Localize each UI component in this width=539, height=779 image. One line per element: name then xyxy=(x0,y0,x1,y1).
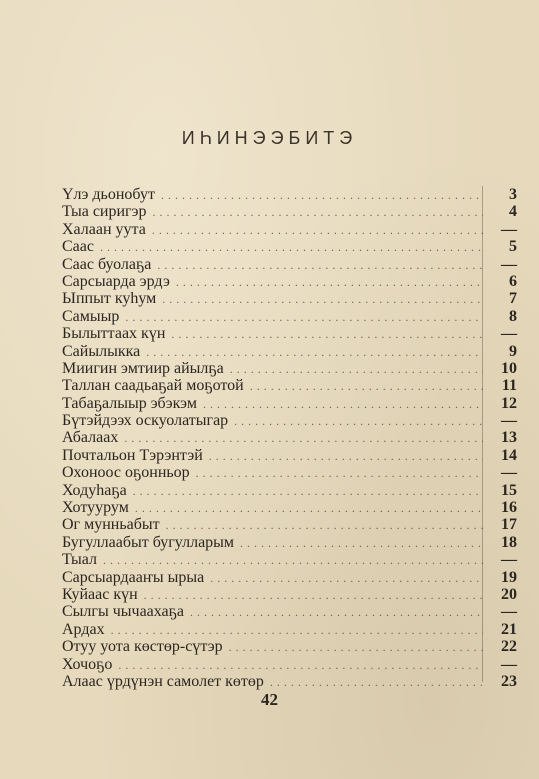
toc-entry-page: — xyxy=(501,412,517,430)
toc-entry-page: 5 xyxy=(509,238,517,256)
toc-entry-title: Хотуурум xyxy=(62,499,129,517)
dot-leader xyxy=(157,257,483,274)
toc-entry-title: Былыттаах күн xyxy=(62,325,166,343)
toc-entry xyxy=(62,290,517,307)
toc-entry xyxy=(62,551,517,568)
toc-entry-page: 8 xyxy=(509,307,517,325)
toc-entry-title: Алаас үрдүнэн самолет көтөр xyxy=(62,672,264,690)
toc-entry-page: 14 xyxy=(501,446,517,464)
dot-leader xyxy=(196,465,483,482)
toc-entry-page: 7 xyxy=(509,290,517,308)
toc-entry xyxy=(62,464,517,481)
toc-entry-page: 4 xyxy=(509,203,517,221)
toc-entry-title: Куйаас күн xyxy=(62,585,138,603)
toc-entry-page: 17 xyxy=(501,516,517,534)
toc-entry-title: Сарсыарда эрдэ xyxy=(62,272,170,290)
dot-leader xyxy=(209,448,483,465)
toc-entry-page: 3 xyxy=(509,186,517,203)
toc-entry xyxy=(62,621,517,638)
toc-entry xyxy=(62,221,517,238)
toc-entry xyxy=(62,638,517,655)
toc-entry-title: Халаан уута xyxy=(62,220,146,238)
toc-entry xyxy=(62,308,517,325)
dot-leader xyxy=(103,552,483,569)
toc-entry-title: Сайылыкка xyxy=(62,342,141,360)
toc-entry-title: Тыал xyxy=(62,551,97,569)
toc-entry-page: 9 xyxy=(509,342,517,360)
dot-leader xyxy=(111,622,483,639)
toc-entry xyxy=(62,673,517,690)
toc-entry-page: 11 xyxy=(501,377,517,395)
toc-entry xyxy=(62,656,517,673)
toc-entry-title: Ог мунньабыт xyxy=(62,516,160,534)
toc-entry xyxy=(62,586,517,603)
dot-leader xyxy=(118,657,483,674)
page-column-divider xyxy=(482,186,483,682)
dot-leader xyxy=(240,535,483,552)
toc-entry-title: Ыппыт куһум xyxy=(62,290,157,308)
toc-entry-page: 21 xyxy=(501,620,517,638)
dot-leader xyxy=(144,587,483,604)
toc-entry xyxy=(62,238,517,255)
toc-entry xyxy=(62,360,517,377)
dot-leader xyxy=(230,361,483,378)
toc-entry-title: Самыыр xyxy=(62,307,120,325)
toc-entry-title: Саас xyxy=(62,238,94,256)
toc-entry-title: Сарсыардааҥы ырыа xyxy=(62,568,205,586)
toc-entry-page: — xyxy=(501,220,517,238)
dot-leader xyxy=(176,274,483,291)
toc-entry-title: Охоноос оҕонньор xyxy=(62,464,190,482)
toc-entry-title: Абалаах xyxy=(62,429,119,447)
dot-leader xyxy=(135,500,483,517)
dot-leader xyxy=(210,570,483,587)
toc-entry xyxy=(62,499,517,516)
toc-entry-page: 15 xyxy=(501,481,517,499)
dot-leader xyxy=(229,639,483,656)
dot-leader xyxy=(161,187,483,204)
toc-entry-page: 16 xyxy=(501,499,517,517)
toc-entry-title: Табаҕалыыр эбэкэм xyxy=(62,394,197,412)
toc-entry-page: 20 xyxy=(501,585,517,603)
page-number: 42 xyxy=(261,690,278,709)
toc-entry-title: Хочоҕо xyxy=(62,655,113,673)
dot-leader xyxy=(152,204,483,221)
contents-heading: ИҺИНЭЭБИТЭ xyxy=(181,128,358,148)
toc-entry-title: Ходуһаҕа xyxy=(62,481,127,499)
toc-entry xyxy=(62,343,517,360)
toc-entry xyxy=(62,273,517,290)
toc-entry xyxy=(62,603,517,620)
toc-entry-page: 23 xyxy=(501,672,517,690)
toc-entry xyxy=(62,482,517,499)
table-of-contents xyxy=(62,186,517,690)
toc-entry xyxy=(62,325,517,342)
toc-entry-page: — xyxy=(501,655,517,673)
dot-leader xyxy=(250,378,483,395)
toc-entry-page: 22 xyxy=(501,638,517,656)
toc-entry xyxy=(62,534,517,551)
dot-leader xyxy=(234,413,483,430)
toc-entry-page: — xyxy=(501,464,517,482)
toc-entry xyxy=(62,516,517,533)
dot-leader xyxy=(124,430,483,447)
toc-entry-title: Отуу уота көстөр-сүтэр xyxy=(62,638,223,656)
toc-entry-title: Сылгы чычаахаҕа xyxy=(62,603,184,621)
toc-entry-page: — xyxy=(501,255,517,273)
dot-leader xyxy=(190,604,483,621)
toc-entry-title: Ардах xyxy=(62,620,105,638)
toc-entry xyxy=(62,395,517,412)
toc-entry xyxy=(62,203,517,220)
toc-entry-page: — xyxy=(501,603,517,621)
dot-leader xyxy=(125,309,483,326)
toc-entry xyxy=(62,429,517,446)
toc-entry-title: Тыа сиригэр xyxy=(62,203,147,221)
toc-entry-page: 10 xyxy=(501,359,517,377)
toc-entry xyxy=(62,569,517,586)
toc-entry xyxy=(62,447,517,464)
toc-entry xyxy=(62,377,517,394)
dot-leader xyxy=(166,517,483,534)
dot-leader xyxy=(171,326,483,343)
dot-leader xyxy=(162,291,483,308)
toc-entry-page: — xyxy=(501,325,517,343)
toc-entry-page: 19 xyxy=(501,568,517,586)
toc-entry-page: 13 xyxy=(501,429,517,447)
toc-entry-page: 18 xyxy=(501,533,517,551)
toc-entry-title: Бүтэйдээх оскуолатыгар xyxy=(62,412,229,430)
toc-entry-title: Почтальон Тэрэнтэй xyxy=(62,446,203,464)
toc-entry-page: 12 xyxy=(501,394,517,412)
toc-entry xyxy=(62,256,517,273)
toc-entry-page: 6 xyxy=(509,272,517,290)
dot-leader xyxy=(146,344,483,361)
toc-entry xyxy=(62,412,517,429)
dot-leader xyxy=(203,396,483,413)
toc-entry xyxy=(62,186,517,203)
dot-leader xyxy=(133,483,483,500)
dot-leader xyxy=(100,239,483,256)
dot-leader xyxy=(152,222,483,239)
toc-entry-title: Үлэ дьонобут xyxy=(62,186,155,203)
dot-leader xyxy=(270,674,483,691)
toc-entry-title: Бугуллаабыт бугулларым xyxy=(62,533,235,551)
toc-entry-title: Миигин эмтиир айылҕа xyxy=(62,359,224,377)
toc-entry-title: Таллан саадьаҕай моҕотой xyxy=(62,377,244,395)
toc-entry-page: — xyxy=(501,551,517,569)
toc-entry-title: Саас буолаҕа xyxy=(62,255,152,273)
